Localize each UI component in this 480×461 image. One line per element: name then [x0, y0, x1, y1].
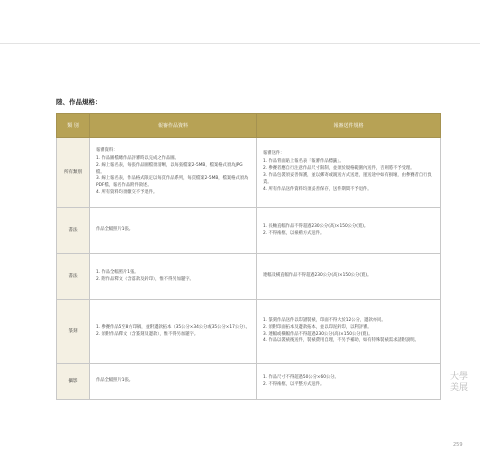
cell-line: 1. 參賽作品5至8方印稿，並附邊款拓本（35公分×34公分或35公分×17公分）。 — [96, 324, 250, 330]
table-row — [57, 364, 441, 400]
header-submission: 報審送件規格 — [257, 114, 441, 138]
cell-line: 2. 須附印面拓本及邊款拓本，並以印泥鈐印，以利評審。 — [263, 324, 372, 330]
cell-line: 4. 所有作品送件資料均須妥善保存，送件期間不予退件。 — [263, 186, 372, 192]
header-materials: 報審作品資料 — [90, 114, 257, 138]
cell-line: 1. 作品全幅照片1張。 — [96, 269, 139, 275]
category-cell: 篆刻 — [57, 300, 90, 364]
cell-line: 1. 長軸直幅作品不得超過230公分(高)×150公分(寬)。 — [263, 223, 369, 229]
table-cell — [257, 208, 441, 254]
header-category: 類 別 — [57, 114, 90, 138]
cell-line: 1. 作品背面貼上報名表「報審作品標籤」。 — [263, 159, 344, 165]
cell-heading: 報審送件： — [263, 151, 285, 157]
table-cell — [90, 300, 257, 364]
page-number: 259 — [453, 442, 463, 448]
table-cell — [257, 254, 441, 300]
cell-line: 2. 附作品釋文（含落款及鈐印），惟不得另加題字。 — [96, 276, 194, 282]
table-cell — [90, 138, 257, 208]
cell-line: 2. 參賽者應自行注意作品尺寸限制，並須於規格範圍內送件，否則將不予受理。 — [263, 166, 415, 172]
category-cell: 書法 — [57, 254, 90, 300]
table-row — [57, 138, 441, 208]
cell-line: 2. 線上報名表，每張作品圖檔須清晰，以每張檔案2-5MB，檔案格式須為JPG檔。 — [96, 162, 243, 175]
category-cell: 所有類別 — [57, 138, 90, 208]
side-logo-text: 大學美展 — [450, 372, 469, 393]
cell-line: 1. 作品圖檔總作品評審時以完成之作品圖。 — [96, 155, 179, 161]
spec-table — [56, 113, 441, 400]
category-cell: 攝影 — [57, 364, 90, 400]
cell-line: 4. 作品以裝裱後送件，裝裱費用自理，不另予補助，如有特殊裝裱需求請附說明。 — [263, 338, 419, 344]
cell-line: 2. 須附作品釋文（含篆刻及邊款），惟不得另加題字。 — [96, 331, 199, 337]
table-header-row — [57, 114, 441, 138]
table-row — [57, 208, 441, 254]
cell-heading: 報審資料： — [96, 147, 118, 153]
top-divider — [0, 43, 480, 44]
category-cell: 書法 — [57, 208, 90, 254]
cell-line: 1. 作品尺寸不得超過50公分×60公分。 — [263, 374, 339, 380]
table-row — [57, 254, 441, 300]
cell-line: 作品全幅照片1張。 — [96, 378, 134, 384]
cell-line: 4. 所有資料均須繳交不予退件。 — [96, 190, 158, 196]
cell-line: 連幅及橫直幅作品不得超過230公分(高)×150公分(寬)。 — [263, 273, 372, 279]
table-cell — [90, 208, 257, 254]
table-cell — [257, 138, 441, 208]
cell-line: 2. 不得裱框，以平整方式送件。 — [263, 381, 325, 387]
cell-line: 3. 作品包裝須妥善保護，並以郵寄或親送方式送達，運送途中如有損壞，由參賽者自行負責。 — [263, 173, 432, 185]
cell-line: 1. 篆刻作品送件以印譜裝裱，印面不得大於12公分，邊款亦同。 — [263, 317, 386, 323]
table-cell — [90, 364, 257, 400]
cell-line: 3. 線上報名表，作品格式限定以每頁作品系列，每頁檔案2-5MB，檔案格式須為PDF檔，報名作品附件敘述。 — [96, 176, 249, 189]
cell-line: 2. 不得裱框，以裱褙方式送件。 — [263, 230, 325, 236]
cell-line: 3. 連幅或橫幅作品不得超過230公分(高)×150公分(寬)。 — [263, 331, 373, 337]
section-heading: 陸、作品規格： — [56, 98, 102, 106]
table-cell — [257, 300, 441, 364]
table-cell — [90, 254, 257, 300]
table-cell — [257, 364, 441, 400]
table-row — [57, 300, 441, 364]
cell-line: 作品全幅照片1張。 — [96, 227, 134, 233]
